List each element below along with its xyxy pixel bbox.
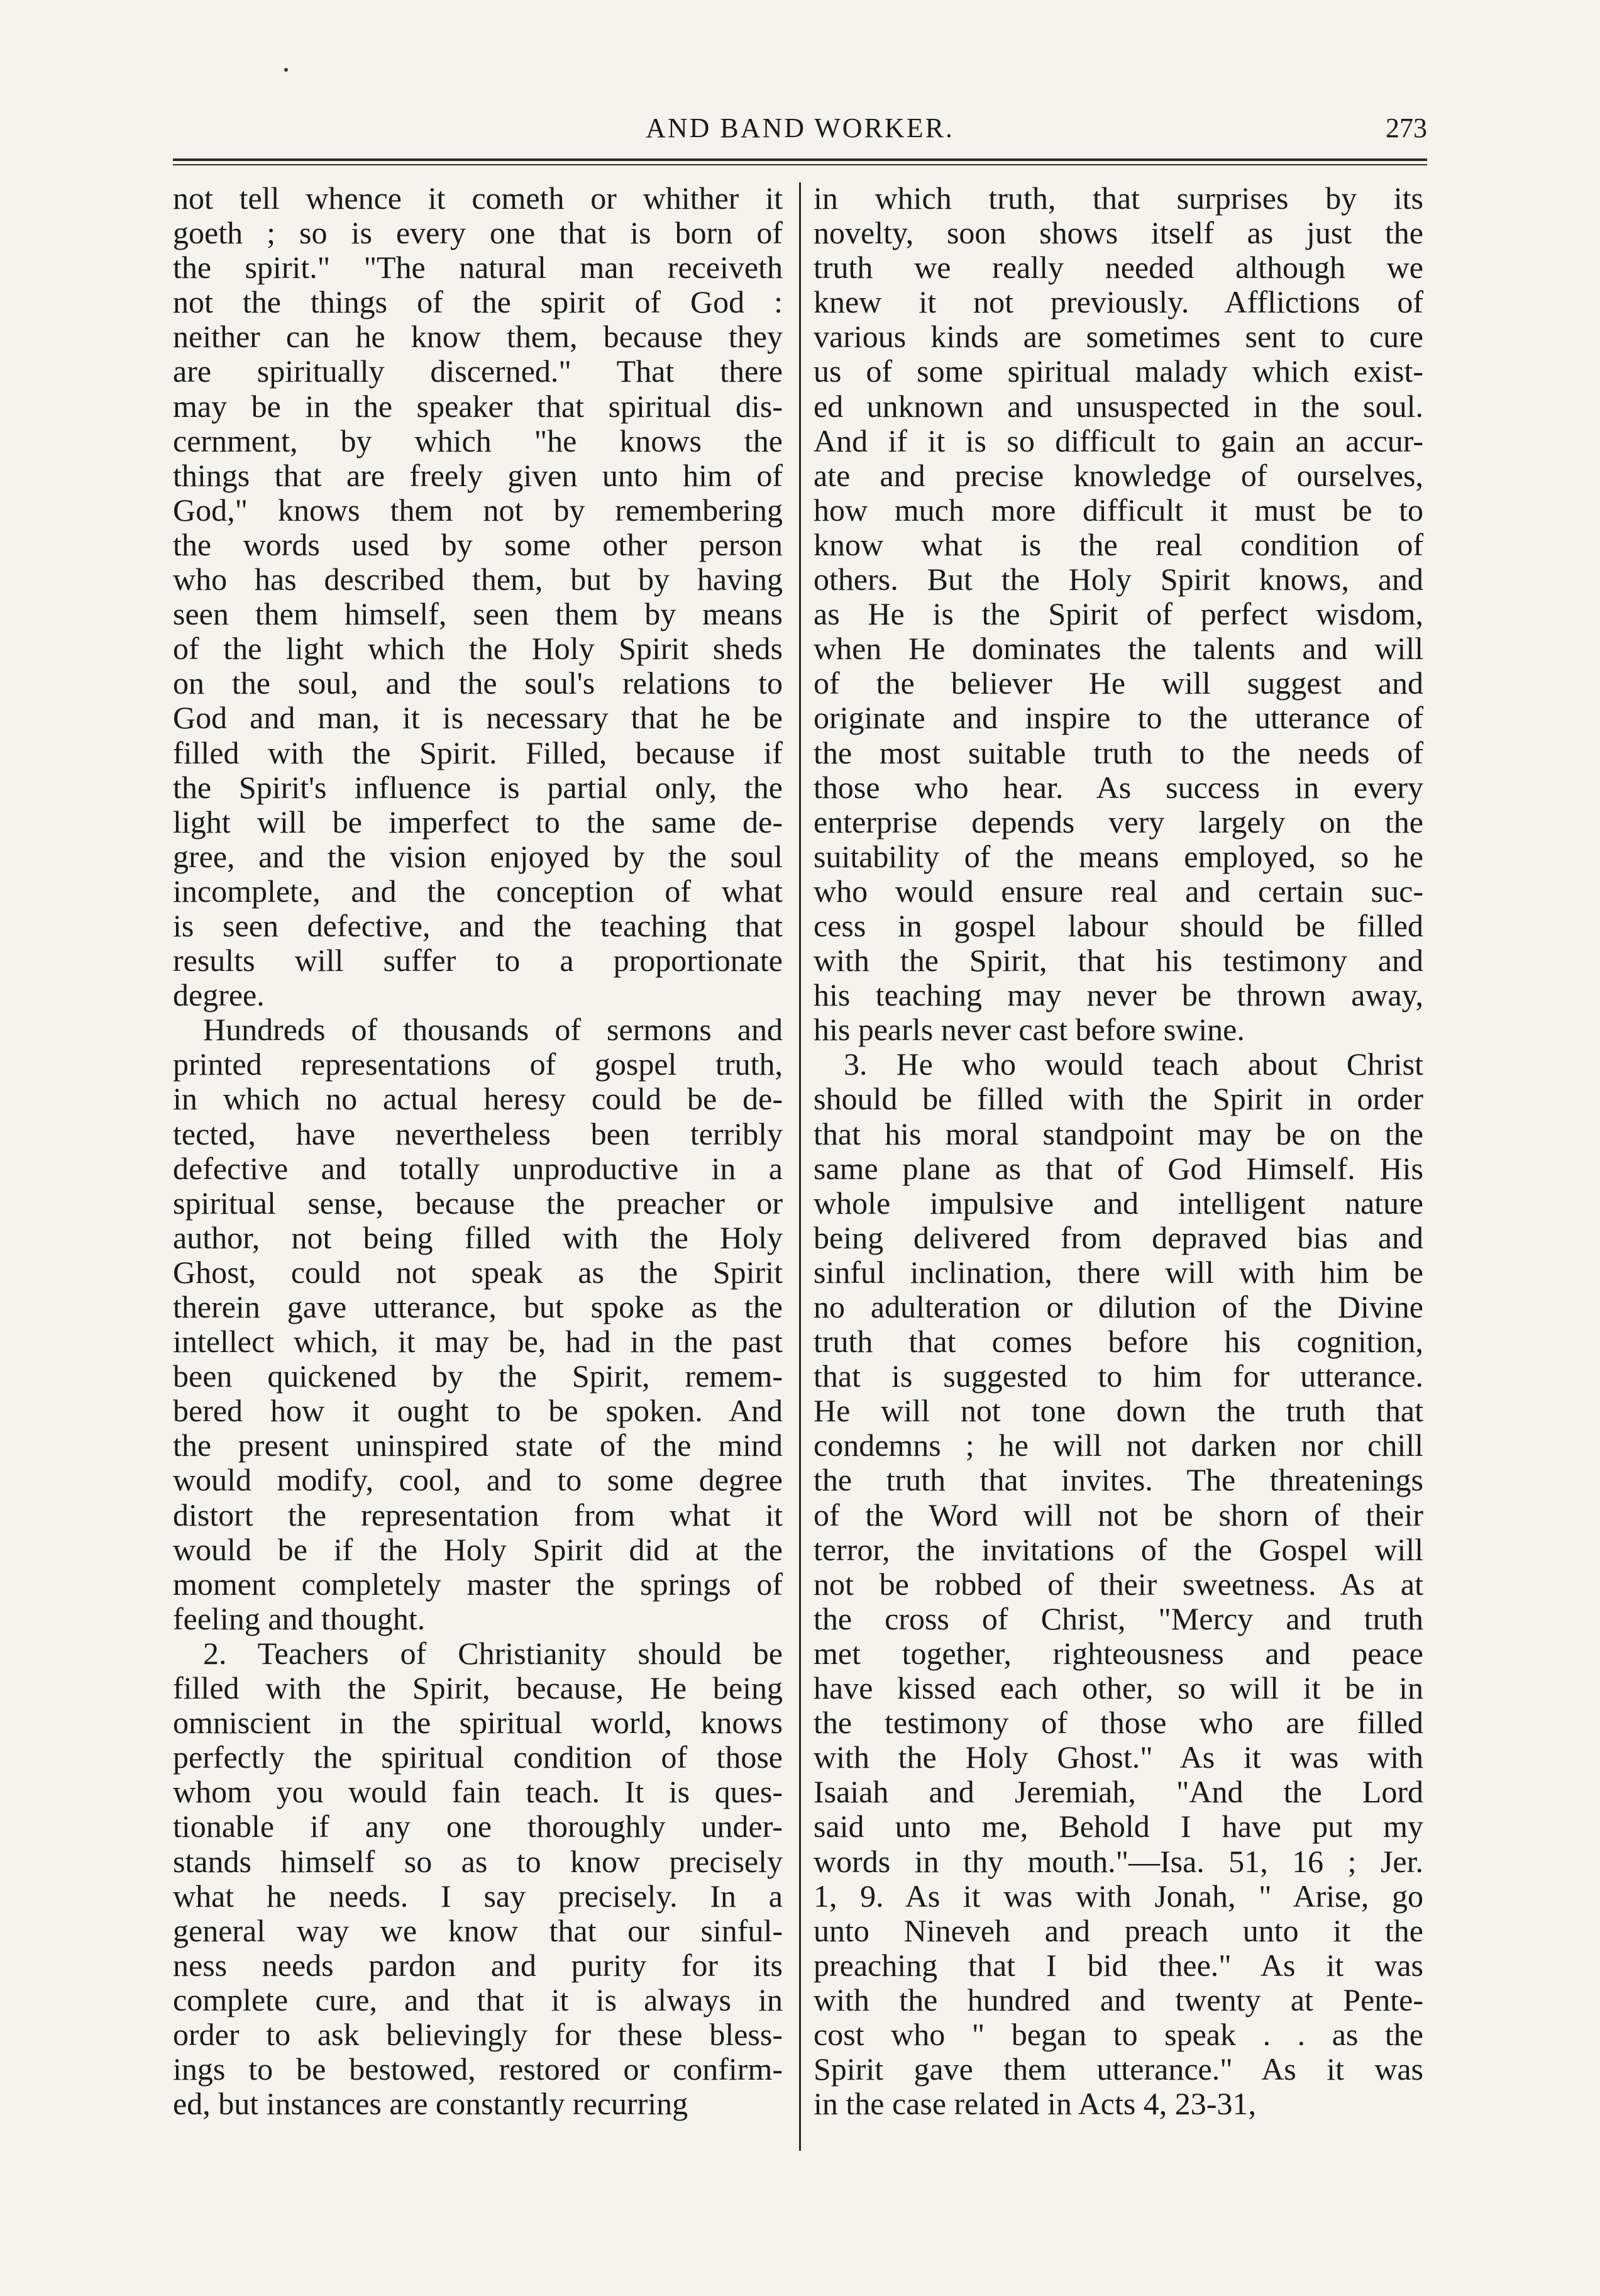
text-line: spiritual sense, because the preacher or <box>173 1185 783 1221</box>
text-line: tected, have nevertheless been terribly <box>173 1116 783 1151</box>
text-line: feeling and thought. <box>173 1600 426 1636</box>
text-line: on the soul, and the soul's relations to <box>173 665 783 701</box>
text-line: God and man, it is necessary that he be <box>173 700 783 736</box>
text-line: not the things of the spirit of God : <box>173 284 783 320</box>
text-line: enterprise depends very largely on the <box>814 804 1423 840</box>
text-line: stands himself so as to know precisely <box>173 1843 783 1879</box>
text-line: Ghost, could not speak as the Spirit <box>173 1254 783 1290</box>
text-line: in the case related in Acts 4, 23-31, <box>814 2086 1256 2122</box>
text-line: cost who " began to speak . . as the <box>814 2016 1423 2052</box>
text-line: general way we know that our sinful- <box>173 1912 783 1948</box>
text-line: He will not tone down the truth that <box>814 1393 1423 1429</box>
text-line: would modify, cool, and to some degree <box>173 1462 783 1498</box>
text-line: complete cure, and that it is always in <box>173 1982 783 2017</box>
text-line: perfectly the spiritual condition of those <box>173 1739 783 1775</box>
text-line: what he needs. I say precisely. In a <box>173 1878 783 1914</box>
text-line: 2. Teachers of Christianity should be <box>203 1635 783 1671</box>
text-line: who has described them, but by having <box>173 562 783 597</box>
text-line: in which truth, that surprises by its <box>814 180 1423 216</box>
page-number: 273 <box>1386 113 1427 143</box>
text-line: in which no actual heresy could be de- <box>173 1081 783 1117</box>
right-column <box>814 181 1423 2121</box>
text-line: that his moral standpoint may be on the <box>814 1116 1423 1151</box>
text-line: with the Holy Ghost." As it was with <box>814 1739 1423 1775</box>
text-line: when He dominates the talents and will <box>814 631 1423 667</box>
text-line: preaching that I bid thee." As it was <box>814 1947 1423 1983</box>
text-line: ed unknown and unsuspected in the soul. <box>814 388 1423 424</box>
text-line: would be if the Holy Spirit did at the <box>173 1531 783 1567</box>
text-line: therein gave utterance, but spoke as the <box>173 1289 783 1324</box>
header-rule-thin <box>173 164 1427 165</box>
text-line: how much more difficult it must be to <box>814 492 1423 528</box>
text-line: seen them himself, seen them by means <box>173 596 783 632</box>
text-line: are spiritually discerned." That there <box>173 353 783 389</box>
text-line: filled with the Spirit, because, He being <box>173 1670 783 1706</box>
print-speck <box>284 68 288 72</box>
text-line: light will be imperfect to the same de- <box>173 804 783 840</box>
text-line: ate and precise knowledge of ourselves, <box>814 457 1423 493</box>
text-line: those who hear. As success in every <box>814 769 1423 805</box>
text-line: condemns ; he will not darken nor chill <box>814 1428 1423 1463</box>
text-line: said unto me, Behold I have put my <box>814 1809 1423 1844</box>
text-line: the Spirit's influence is partial only, the <box>173 769 783 805</box>
text-line: with the hundred and twenty at Pente- <box>814 1982 1423 2017</box>
text-line: know what is the real condition of <box>814 526 1423 562</box>
text-line: same plane as that of God Himself. His <box>814 1150 1423 1186</box>
column-divider <box>799 182 801 2151</box>
text-line: goeth ; so is every one that is born of <box>173 215 783 251</box>
text-line: Hundreds of thousands of sermons and <box>203 1012 783 1048</box>
text-line: truth that comes before his cognition, <box>814 1324 1423 1360</box>
text-line: of the light which the Holy Spirit sheds <box>173 631 783 667</box>
text-line: defective and totally unproductive in a <box>173 1150 783 1186</box>
text-line: things that are freely given unto him of <box>173 457 783 493</box>
text-line: truth we really needed although we <box>814 250 1423 286</box>
text-line: results will suffer to a proportionate <box>173 943 783 979</box>
text-line: whom you would fain teach. It is ques- <box>173 1774 783 1810</box>
text-line: being delivered from depraved bias and <box>814 1219 1423 1255</box>
text-line: whole impulsive and intelligent nature <box>814 1185 1423 1221</box>
text-line: his teaching may never be thrown away, <box>814 977 1423 1013</box>
text-line: God," knows them not by remembering <box>173 492 783 528</box>
text-line: degree. <box>173 977 265 1013</box>
text-line: cernment, by which "he knows the <box>173 423 783 458</box>
text-line: printed representations of gospel truth, <box>173 1046 783 1082</box>
text-line: as He is the Spirit of perfect wisdom, <box>814 596 1423 632</box>
text-line: the truth that invites. The threatenings <box>814 1462 1423 1498</box>
header-rule <box>173 158 1427 161</box>
text-line: met together, righteousness and peace <box>814 1635 1423 1671</box>
text-line: of the believer He will suggest and <box>814 665 1423 701</box>
text-line: may be in the speaker that spiritual dis- <box>173 388 783 424</box>
text-line: knew it not previously. Afflictions of <box>814 284 1423 320</box>
text-line: Isaiah and Jeremiah, "And the Lord <box>814 1774 1423 1810</box>
text-line: bered how it ought to be spoken. And <box>173 1393 783 1429</box>
text-line: others. But the Holy Spirit knows, and <box>814 562 1423 597</box>
text-line: tionable if any one thoroughly under- <box>173 1809 783 1844</box>
text-line: the most suitable truth to the needs of <box>814 735 1423 770</box>
text-line: Spirit gave them utterance." As it was <box>814 2051 1423 2087</box>
text-line: 1, 9. As it was with Jonah, " Arise, go <box>814 1878 1423 1914</box>
text-line: the present uninspired state of the mind <box>173 1428 783 1463</box>
text-line: that is suggested to him for utterance. <box>814 1358 1423 1394</box>
text-line: not be robbed of their sweetness. As at <box>814 1566 1423 1602</box>
text-line: no adulteration or dilution of the Divine <box>814 1289 1423 1324</box>
text-line: neither can he know them, because they <box>173 319 783 355</box>
text-line: terror, the invitations of the Gospel will <box>814 1531 1423 1567</box>
text-line: moment completely master the springs of <box>173 1566 783 1602</box>
text-line: originate and inspire to the utterance of <box>814 700 1423 736</box>
text-line: filled with the Spirit. Filled, because if <box>173 735 783 770</box>
text-line: been quickened by the Spirit, remem- <box>173 1358 783 1394</box>
running-title: AND BAND WORKER. <box>646 113 954 143</box>
text-line: us of some spiritual malady which exist- <box>814 353 1423 389</box>
text-line: the testimony of those who are filled <box>814 1705 1423 1741</box>
text-line: words in thy mouth."—Isa. 51, 16 ; Jer. <box>814 1843 1423 1879</box>
text-line: the words used by some other person <box>173 526 783 562</box>
left-column <box>173 181 783 2121</box>
text-line: order to ask believingly for these bless- <box>173 2016 783 2052</box>
text-line: incomplete, and the conception of what <box>173 873 783 909</box>
text-line: intellect which, it may be, had in the past <box>173 1324 783 1360</box>
text-line: cess in gospel labour should be filled <box>814 907 1423 943</box>
text-line: is seen defective, and the teaching that <box>173 907 783 943</box>
text-line: with the Spirit, that his testimony and <box>814 943 1423 979</box>
text-line: of the Word will not be shorn of their <box>814 1497 1423 1533</box>
page-header <box>173 112 1427 156</box>
text-line: the cross of Christ, "Mercy and truth <box>814 1600 1423 1636</box>
text-line: ness needs pardon and purity for its <box>173 1947 783 1983</box>
text-line: suitability of the means employed, so he <box>814 838 1423 874</box>
text-line: And if it is so difficult to gain an accur- <box>814 423 1423 458</box>
text-line: various kinds are sometimes sent to cure <box>814 319 1423 355</box>
text-line: 3. He who would teach about Christ <box>844 1046 1423 1082</box>
text-line: ed, but instances are constantly recurring <box>173 2086 688 2122</box>
text-line: who would ensure real and certain suc- <box>814 873 1423 909</box>
text-line: unto Nineveh and preach unto it the <box>814 1912 1423 1948</box>
text-line: ings to be bestowed, restored or confirm- <box>173 2051 783 2087</box>
text-line: have kissed each other, so will it be in <box>814 1670 1423 1706</box>
text-line: his pearls never cast before swine. <box>814 1012 1245 1048</box>
text-line: novelty, soon shows itself as just the <box>814 215 1423 251</box>
text-line: the spirit." "The natural man receiveth <box>173 250 783 286</box>
text-line: should be filled with the Spirit in order <box>814 1081 1423 1117</box>
text-line: sinful inclination, there will with him be <box>814 1254 1423 1290</box>
text-line: distort the representation from what it <box>173 1497 783 1533</box>
text-line: omniscient in the spiritual world, knows <box>173 1705 783 1741</box>
text-line: author, not being filled with the Holy <box>173 1219 783 1255</box>
text-line: not tell whence it cometh or whither it <box>173 180 783 216</box>
text-line: gree, and the vision enjoyed by the soul <box>173 838 783 874</box>
